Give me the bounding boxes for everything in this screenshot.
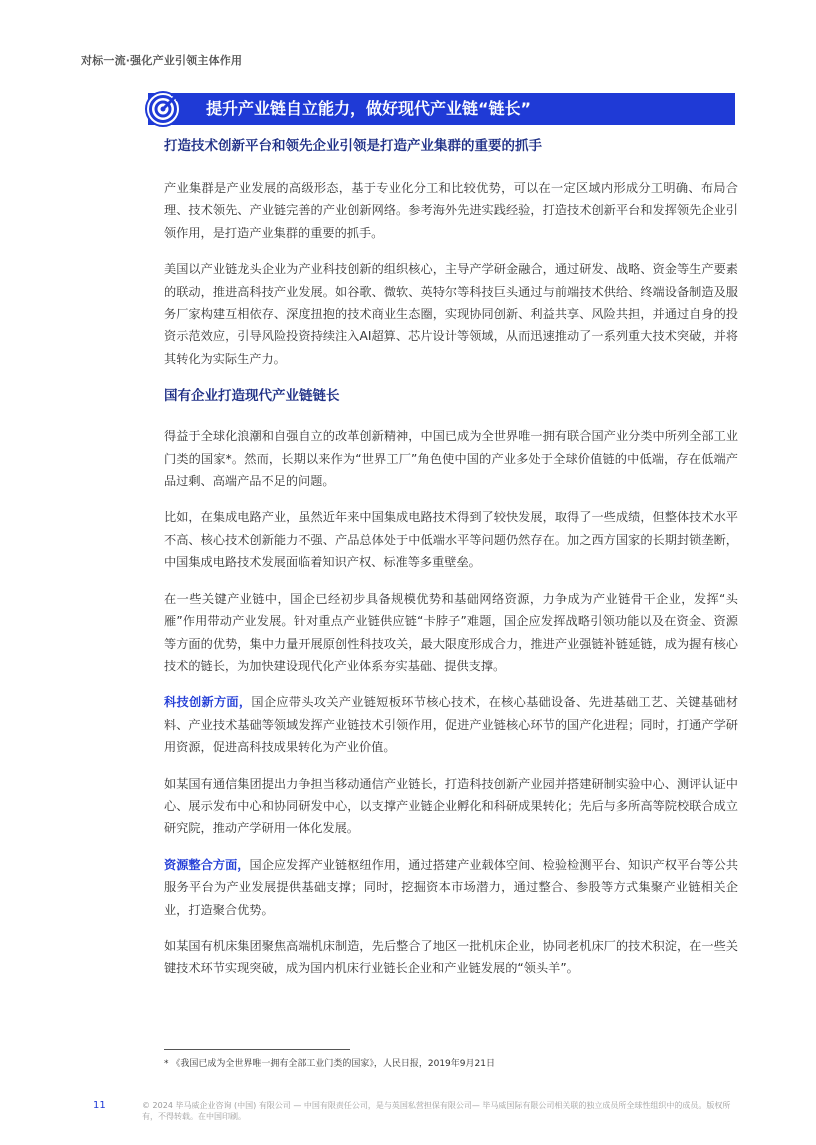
footnote: * 《我国已成为全世界唯一拥有全部工业门类的国家》，人民日报，2019年9月21日 <box>164 1059 495 1069</box>
paragraph: 如某国有通信集团提出力争担当移动通信产业链长，打造科技创新产业园并搭建研制实验中心、测评认证中心、展示发布中心和协同研发中心，以支撑产业链企业孵化和科研成果转化；先后与多所高等院校联合成立研究院，推动产学研用一体化发展。 <box>164 776 738 836</box>
footnote-divider <box>164 1049 350 1050</box>
section-heading-1: 打造技术创新平台和领先企业引领是打造产业集群的重要的抓手 <box>164 138 542 154</box>
lead-phrase: 资源整合方面， <box>164 857 250 872</box>
paragraph: 美国以产业链龙头企业为产业科技创新的组织核心，主导产学研金融合，通过研发、战略、资金等生产要素的联动，推进高科技产业发展。如谷歌、微软、英特尔等科技巨头通过与前端技术供给、终端设备制造及服务厂家构建互相依存、深度扭抱的技术商业生态圈，实现协同创新、利益共享、风险共担，并通过自身的投资示范效应，引导风险投资持续注入AI超算、芯片设计等领域，从而迅速推动了一系列重大技术突破，并将其转化为实际生产力。 <box>164 262 738 366</box>
paragraph-body: 国企应带头攻关产业链短板环节核心技术，在核心基础设备、先进基础工艺、关键基础材料、产业技术基础等领域发挥产业链技术引领作用，促进产业链核心环节的国产化进程；同时，打通产学研用资源，促进高科技成果转化为产业价值。 <box>164 695 739 755</box>
main-content <box>164 136 738 980</box>
paragraph: 在一些关键产业链中，国企已经初步具备规模优势和基础网络资源，力争成为产业链骨干企业，发挥“头雁”作用带动产业发展。针对重点产业链供应链“卡脖子”难题，国企应发挥战略引领功能以及在资金、资源等方面的优势，集中力量开展原创性科技攻关，最大限度形成合力，推进产业强链补链延链，成为握有核心技术的链长，为加快建设现代化产业体系夯实基础、提供支撑。 <box>164 591 738 673</box>
running-header: 对标一流·强化产业引领主体作用 <box>81 54 243 67</box>
section-banner <box>148 93 735 125</box>
paragraph-resource-integration <box>164 854 738 921</box>
page-number: 11 <box>93 1100 106 1111</box>
banner-title: 提升产业链自立能力，做好现代产业链“链长” <box>206 99 532 118</box>
copyright-notice: © 2024 毕马威企业咨询 (中国) 有限公司 — 中国有限责任公司，是与英国私营担保有限公司— 毕马威国际有限公司相关联的独立成员所全球性组织中的成员。版权所有，不得转载。在中国印刷。 <box>142 1101 731 1121</box>
paragraph-body: 国企应发挥产业链枢纽作用，通过搭建产业载体空间、检验检测平台、知识产权平台等公共服务平台为产业发展提供基础支撑；同时，挖掘资本市场潜力，通过整合、参股等方式集聚产业链相关企业，打造聚合优势。 <box>164 857 739 917</box>
paragraph: 得益于全球化浪潮和自强自立的改革创新精神，中国已成为全世界唯一拥有联合国产业分类中所列全部工业门类的国家*。然而，长期以来作为“世界工厂”角色使中国的产业多处于全球价值链的中低端，存在低端产品过剩、高端产品不足的问题。 <box>164 429 738 489</box>
lead-phrase: 科技创新方面， <box>164 695 252 710</box>
target-icon <box>144 90 182 128</box>
paragraph: 如某国有机床集团聚焦高端机床制造，先后整合了地区一批机床企业，协同老机床厂的技术积淀，在一些关键技术环节实现突破，成为国内机床行业链长企业和产业链发展的“领头羊”。 <box>164 938 738 976</box>
paragraph: 产业集群是产业发展的高级形态，基于专业化分工和比较优势，可以在一定区域内形成分工明确、布局合理、技术领先、产业链完善的产业创新网络。参考海外先进实践经验，打造技术创新平台和发挥领先企业引领作用，是打造产业集群的重要的抓手。 <box>164 181 738 240</box>
section-heading-2: 国有企业打造现代产业链链长 <box>164 388 340 405</box>
paragraph: 比如，在集成电路产业，虽然近年来中国集成电路技术得到了较快发展，取得了一些成绩，但整体技术水平不高、核心技术创新能力不强、产品总体处于中低端水平等问题仍然存在。加之西方国家的长期封锁垄断，中国集成电路技术发展面临着知识产权、标准等多重壁垒。 <box>164 510 738 570</box>
paragraph-tech-innovation <box>164 691 738 758</box>
